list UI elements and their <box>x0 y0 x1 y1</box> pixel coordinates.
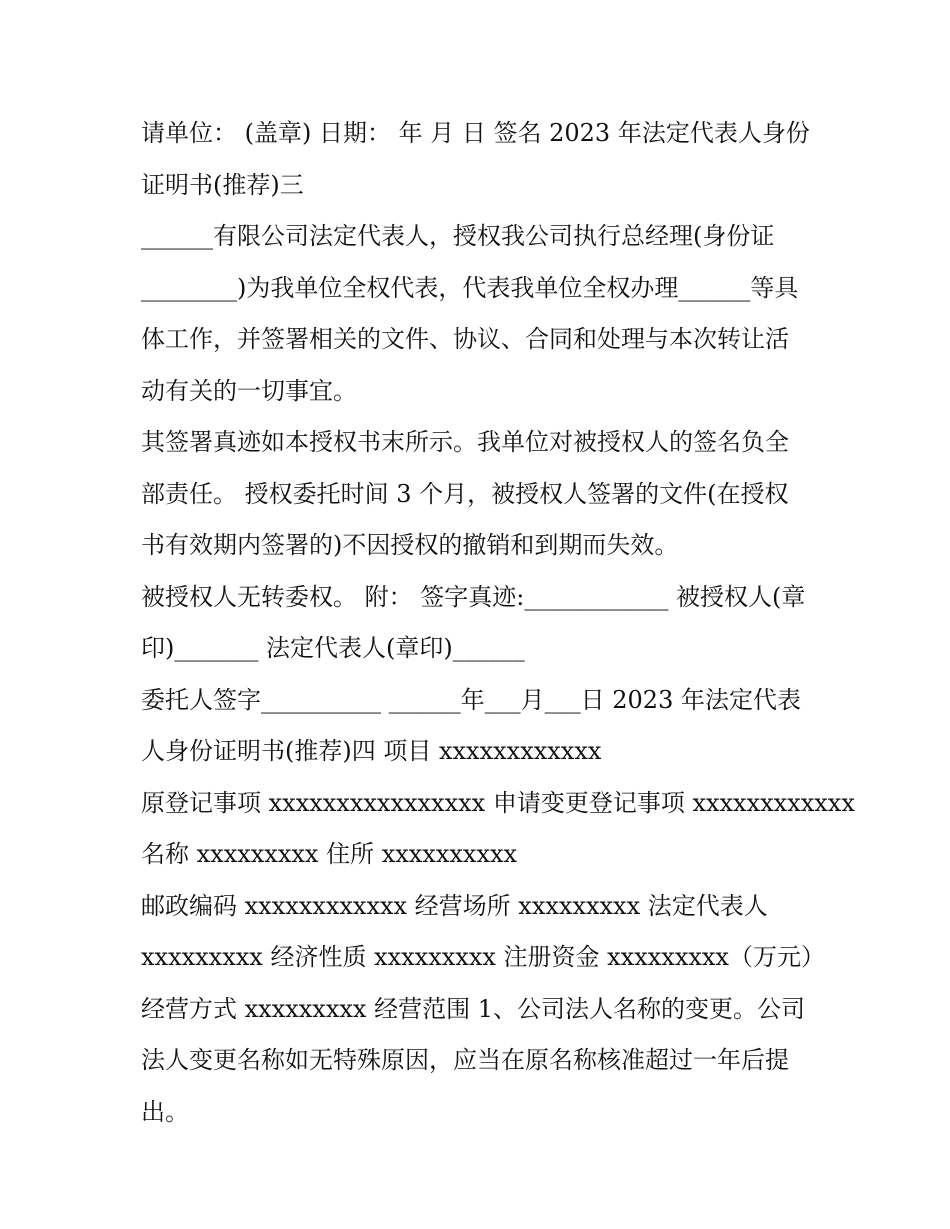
text-line: 体工作，并签署相关的文件、协议、合同和处理与本次转让活 <box>141 325 789 353</box>
text-line: 部责任。 授权委托时间 3 个月，被授权人签署的文件(在授权 <box>141 479 789 508</box>
text-line: 书有效期内签署的)不因授权的撤销和到期而失效。 <box>141 531 679 559</box>
text-line: 名称 xxxxxxxxx 住所 xxxxxxxxxx <box>141 840 518 868</box>
text-line: 原登记事项 xxxxxxxxxxxxxxxx 申请变更登记事项 xxxxxxxxxxxx <box>141 788 855 817</box>
text-line: 证明书(推荐)三 <box>141 170 304 199</box>
text-line: ________)为我单位全权代表，代表我单位全权办理______等具 <box>141 273 799 302</box>
text-line: 请单位： (盖章) 日期： 年 月 日 签名 2023 年法定代表人身份 <box>141 119 810 147</box>
text-line: 被授权人无转委权。 附： 签字真迹:____________ 被授权人(章 <box>141 582 806 611</box>
text-line: 邮政编码 xxxxxxxxxxxx 经营场所 xxxxxxxxx 法定代表人 <box>141 891 768 920</box>
text-line: 印)_______ 法定代表人(章印)______ <box>141 634 525 662</box>
text-line: 人身份证明书(推荐)四 项目 xxxxxxxxxxxx <box>141 737 602 765</box>
text-line: 出。 <box>141 1097 189 1126</box>
text-line: 动有关的一切事宜。 <box>141 376 357 405</box>
text-line: 其签署真迹如本授权书末所示。我单位对被授权人的签名负全 <box>141 428 789 456</box>
text-line: 经营方式 xxxxxxxxx 经营范围 1、公司法人名称的变更。公司 <box>141 994 805 1023</box>
text-line: 法人变更名称如无特殊原因，应当在原名称核准超过一年后提 <box>141 1046 789 1074</box>
document-body <box>141 108 855 1138</box>
text-line: 委托人签字__________ ______年___月___日 2023 年法定代表 <box>141 685 801 714</box>
text-line: xxxxxxxxx 经济性质 xxxxxxxxx 注册资金 xxxxxxxxx（万元） <box>141 943 825 971</box>
text-line: ______有限公司法定代表人，授权我公司执行总经理(身份证 <box>141 222 775 250</box>
